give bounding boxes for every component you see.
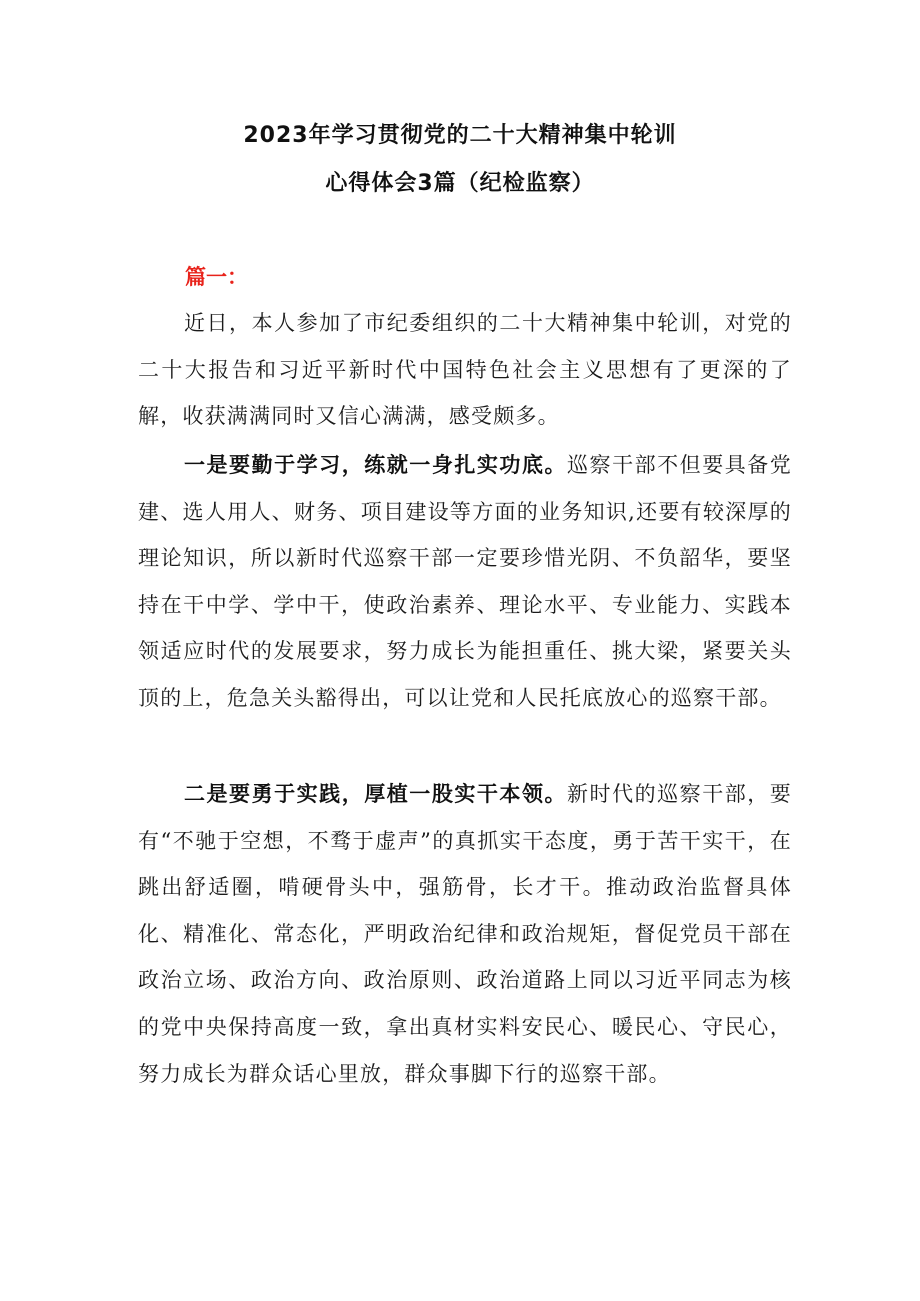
paragraph-point-1 xyxy=(138,442,792,722)
paragraph-text: 巡察干部不但要具备党建、选人用人、财务、项目建设等方面的业务知识,还要有较深厚的理论知识，所以新时代巡察干部一定要珍惜光阴、不负韶华，要坚持在干中学、学中干，使政治素养、理论水平、专业能力、实践本领适应时代的发展要求，努力成长为能担重任、挑大梁，紧要关头顶的上，危急关头豁得出，可以让党和人民托底放心的巡察干部。 xyxy=(138,453,793,710)
paragraph-text: 新时代的巡察干部，要有“不驰于空想，不骛于虚声”的真抓实干态度，勇于苦干实干，在跳出舒适圈，啃硬骨头中，强筋骨，长才干。推动政治监督具体化、精准化、常态化，严明政治纪律和政治规矩，督促党员干部在政治立场、政治方向、政治原则、政治道路上同以习近平同志为核的党中央保持高度一致，拿出真材实料安民心、暖民心、守民心，努力成长为群众话心里放，群众事脚下行的巡察干部。 xyxy=(138,782,793,1086)
paragraph-lead: 二是要勇于实践，厚植一股实干本领。 xyxy=(184,782,568,806)
section-label: 篇一： xyxy=(185,265,248,289)
document-title-line-1: 2023年学习贯彻党的二十大精神集中轮训 xyxy=(243,123,677,148)
document-title-line-2: 心得体会3篇（纪检监察） xyxy=(325,171,595,196)
paragraph-text: 近日，本人参加了市纪委组织的二十大精神集中轮训，对党的二十大报告和习近平新时代中国特色社会主义思想有了更深的了解，收获满满同时又信心满满，感受颇多。 xyxy=(138,311,792,429)
paragraph-point-2 xyxy=(138,771,792,1097)
paragraph-lead: 一是要勤于学习，练就一身扎实功底。 xyxy=(184,453,568,477)
paragraph-intro xyxy=(138,300,792,440)
